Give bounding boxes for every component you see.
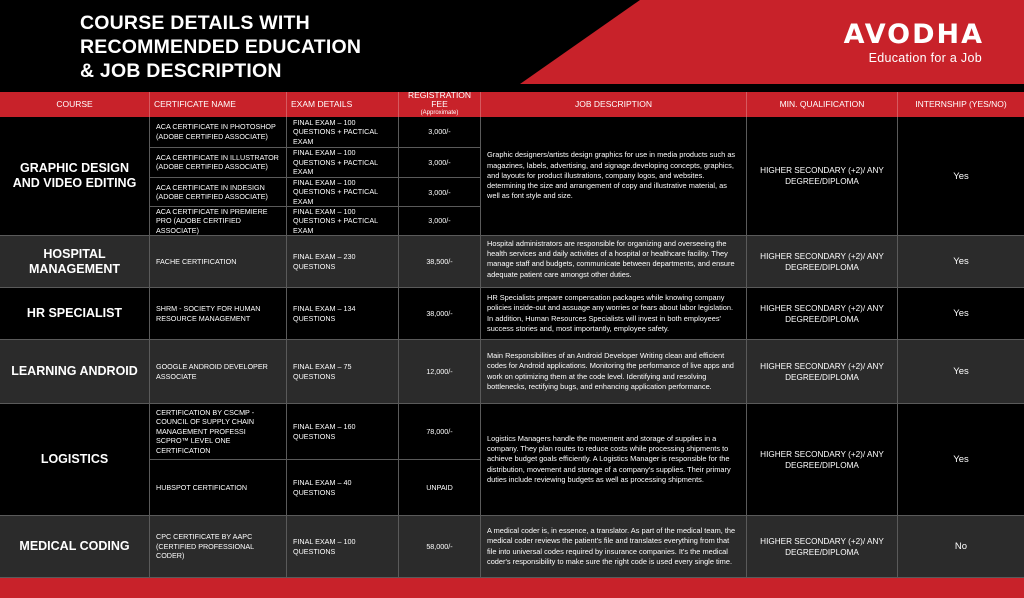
table-row (0, 516, 1024, 578)
column-header-fee (399, 92, 481, 117)
min-qualification: HIGHER SECONDARY (+2)/ ANY DEGREE/DIPLOMA (747, 404, 898, 516)
column-header-internship: INTERNSHIP (YES/NO) (915, 99, 1007, 109)
job-description: Logistics Managers handle the movement and storage of supplies in a company. They plan routes to reduce costs while processing shipments to achieve budget goals efficiently. A Logistics Manager is responsible for the distribution, movement and storage of a company's supplies. Their primary duties include reviewing budgets as well as processing shipments. (481, 404, 747, 516)
table-row (0, 236, 1024, 288)
fee-cell (399, 404, 481, 516)
column-header-job: JOB DESCRIPTION (481, 92, 747, 117)
registration-fee: 38,000/- (399, 288, 481, 340)
internship-value: Yes (898, 236, 1024, 288)
table-row (0, 404, 1024, 516)
course-name: GRAPHIC DESIGN AND VIDEO EDITING (0, 117, 150, 236)
exam-details: FINAL EXAM – 230 QUESTIONS (287, 236, 399, 288)
job-description: A medical coder is, in essence, a translator. As part of the medical team, the medical coder reviews the patient's file and translates everything from that file into universal codes required by insurance companies. It's the medical coder's responsibility to make sure the right code is used every single time. (481, 516, 747, 578)
table-row (0, 117, 1024, 236)
certificate-cell (150, 117, 287, 236)
course-name: LOGISTICS (0, 404, 150, 516)
exam-details: FINAL EXAM – 100 QUESTIONS + PACTICAL EXAM (287, 148, 398, 179)
min-qualification: HIGHER SECONDARY (+2)/ ANY DEGREE/DIPLOMA (747, 288, 898, 340)
exam-details: FINAL EXAM – 75 QUESTIONS (287, 340, 399, 404)
exam-details: FINAL EXAM – 100 QUESTIONS + PACTICAL EXAM (287, 178, 398, 207)
table-header (0, 92, 1024, 117)
registration-fee: 78,000/- (399, 404, 480, 460)
course-name: MEDICAL CODING (0, 516, 150, 578)
internship-value: Yes (898, 340, 1024, 404)
fee-header-label: REGISTRATION FEE (407, 90, 472, 109)
exam-cell (287, 117, 399, 236)
title-line: RECOMMENDED EDUCATION (80, 36, 362, 58)
min-qualification: HIGHER SECONDARY (+2)/ ANY DEGREE/DIPLOMA (747, 340, 898, 404)
page-title (80, 11, 410, 83)
certificate-name: SHRM - SOCIETY FOR HUMAN RESOURCE MANAGEMENT (150, 288, 287, 340)
column-header-course: COURSE (0, 92, 150, 117)
registration-fee: 3,000/- (399, 148, 480, 179)
certificate-name: CERTIFICATION BY CSCMP - COUNCIL OF SUPPLY CHAIN MANAGEMENT PROFESSI SCPRO™ LEVEL ONE CERTIFICATION (150, 404, 286, 460)
internship-value: Yes (898, 117, 1024, 236)
registration-fee: 3,000/- (399, 178, 480, 207)
exam-cell (287, 404, 399, 516)
table-row (0, 288, 1024, 340)
certificate-name: CPC CERTIFICATE BY AAPC (CERTIFIED PROFESSIONAL CODER) (150, 516, 287, 578)
job-description: HR Specialists prepare compensation packages while knowing company policies inside-out and assuage any worries or fears about labor legislation. In addition, Human Resources Specialists will invest in both employees' success stories and, most importantly, employee safety. (481, 288, 747, 340)
certificate-name: ACA CERTIFICATE IN PHOTOSHOP (ADOBE CERTIFIED ASSOCIATE) (150, 117, 286, 148)
certificate-name: FACHE CERTIFICATION (150, 236, 287, 288)
registration-fee: 12,000/- (399, 340, 481, 404)
certificate-name: ACA CERTIFICATE IN INDESIGN (ADOBE CERTIFIED ASSOCIATE) (150, 178, 286, 207)
certificate-name: ACA CERTIFICATE IN ILLUSTRATOR (ADOBE CERTIFIED ASSOCIATE) (150, 148, 286, 179)
footer-bar (0, 578, 1024, 598)
exam-details: FINAL EXAM – 40 QUESTIONS (293, 478, 352, 497)
certificate-name: GOOGLE ANDROID DEVELOPER ASSOCIATE (150, 340, 287, 404)
registration-fee: 58,000/- (399, 516, 481, 578)
fee-cell (399, 117, 481, 236)
min-qualification: HIGHER SECONDARY (+2)/ ANY DEGREE/DIPLOMA (747, 236, 898, 288)
exam-details: FINAL EXAM – 100 QUESTIONS + PACTICAL EXAM (287, 117, 398, 148)
fee-header-sublabel: (Approximate) (420, 110, 459, 116)
course-name: LEARNING ANDROID (0, 340, 150, 404)
registration-fee: 3,000/- (428, 216, 451, 226)
column-header-certificate: CERTIFICATE NAME (150, 92, 287, 117)
exam-details: FINAL EXAM – 100 QUESTIONS (287, 516, 399, 578)
course-name: HOSPITAL MANAGEMENT (0, 236, 150, 288)
exam-details: FINAL EXAM – 100 QUESTIONS + PACTICAL EXAM (293, 206, 378, 235)
page-header (0, 0, 1024, 92)
certificate-cell (150, 404, 287, 516)
internship-value: No (898, 516, 1024, 578)
exam-details: FINAL EXAM – 160 QUESTIONS (287, 404, 398, 460)
min-qualification: HIGHER SECONDARY (+2)/ ANY DEGREE/DIPLOMA (747, 516, 898, 578)
certificate-name: HUBSPOT CERTIFICATION (156, 482, 248, 492)
job-description: Main Responsibilities of an Android Developer Writing clean and efficient codes for Android applications. Monitoring the performance of live apps and work on optimizing them at the code level. Identifying and resolving bottlenecks, rectifying bugs, and enhancing application performance. (481, 340, 747, 404)
registration-fee: UNPAID (426, 482, 453, 492)
registration-fee: 38,500/- (399, 236, 481, 288)
min-qualification: HIGHER SECONDARY (+2)/ ANY DEGREE/DIPLOMA (747, 117, 898, 236)
certificate-name: ACA CERTIFICATE IN PREMIERE PRO (ADOBE CERTIFIED ASSOCIATE) (156, 206, 268, 235)
title-line: & JOB DESCRIPTION (80, 60, 282, 82)
column-header-exam: EXAM DETAILS (287, 92, 399, 117)
brand-tagline: Education for a Job (868, 51, 982, 65)
job-description: Graphic designers/artists design graphics for use in media products such as magazines, labels, advertising, and signage.developing concepts, graphics, and layouts for product illustrations, company logos, and websites. determining the size and arrangement of copy and illustrative material, as well as font style and size. (481, 117, 747, 236)
course-name: HR SPECIALIST (0, 288, 150, 340)
brand-logo (824, 20, 984, 65)
internship-value: Yes (898, 404, 1024, 516)
brand-name: AVODHA (843, 19, 984, 50)
registration-fee: 3,000/- (399, 117, 480, 148)
internship-value: Yes (898, 288, 1024, 340)
column-header-qualification: MIN. QUALIFICATION (747, 92, 898, 117)
table-row (0, 340, 1024, 404)
title-line: COURSE DETAILS WITH (80, 12, 310, 34)
job-description: Hospital administrators are responsible for organizing and overseeing the health services and daily activities of a hospital or healthcare facility. They manage staff and budgets, communicate between departments, and ensure adequate patient care amongst other duties. (481, 236, 747, 288)
exam-details: FINAL EXAM – 134 QUESTIONS (287, 288, 399, 340)
